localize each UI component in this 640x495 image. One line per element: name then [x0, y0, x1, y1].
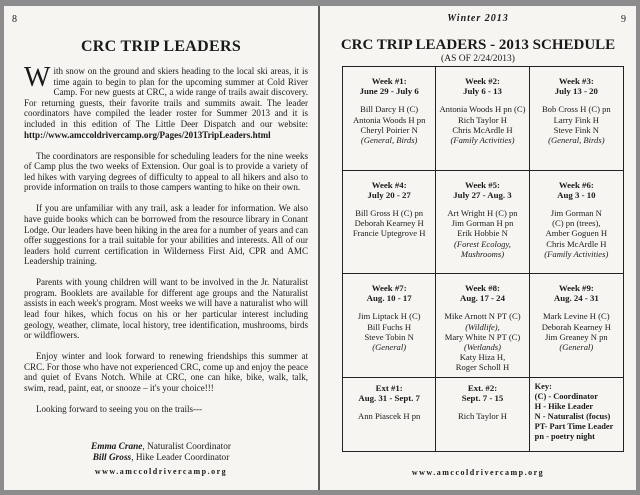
schedule-cell-week-5	[436, 171, 529, 275]
week-label: Week #5:	[465, 179, 500, 190]
key-line: N - Naturalist (focus)	[534, 411, 611, 421]
leader-line: Jim Gorman H pn	[451, 218, 514, 229]
leader-line: Bob Cross H (C) pn	[541, 104, 611, 115]
leader-line: Steve Fink N	[553, 124, 599, 135]
paragraph-6: Looking forward to seeing you on the trails---	[36, 403, 203, 414]
week-dates: Sept. 7 - 15	[461, 392, 504, 403]
leader-line: Jim Gorman N	[550, 207, 602, 218]
leader-line: Mike Arnott N PT (C)	[444, 311, 521, 322]
schedule-cell-week-2	[436, 67, 529, 171]
article-body	[24, 62, 308, 425]
schedule-cell-week-8	[436, 274, 529, 378]
week-label: Week #9:	[558, 283, 594, 294]
week-dates: Aug 3 - 10	[557, 189, 596, 200]
week-label: Week #1:	[371, 76, 407, 86]
right-page	[320, 6, 636, 490]
leader-line: Deborah Kearney H	[354, 218, 424, 229]
week-dates: Aug. 17 - 24	[460, 293, 505, 304]
week-dates: July 13 - 20	[554, 86, 598, 97]
signature-hike-leader-role: , Hike Leader Coordinator	[131, 453, 230, 463]
trip-leaders-url[interactable]: http://www.amccoldrivercamp.org/Pages/2013TripLeaders.html	[24, 129, 271, 140]
week-label: Week #7:	[371, 283, 407, 294]
running-head: Winter 2013	[447, 13, 509, 24]
leader-line: Bill Darcy H (C)	[360, 104, 419, 115]
week-label: Week #4:	[371, 179, 407, 190]
leader-line: Antonia Woods H pn	[352, 114, 426, 125]
leader-line: Jim Greaney N pn	[544, 331, 608, 342]
week-dates: Aug. 10 - 17	[366, 293, 412, 304]
footer-url-left[interactable]: www.amccoldrivercamp.org	[94, 467, 228, 476]
schedule-cell-week-3	[530, 67, 623, 171]
key-line: PT- Part Time Leader	[534, 421, 614, 431]
leader-line: Ann Piascek H pn	[358, 410, 421, 421]
paragraph-4: Parents with young children will want to be involved in the Jr. Naturalist program. Booklets are available for different age groups and the Naturalist assists in each week's program. Most weeks we will have a naturalist who will lead four hikes, which focus on his or her particular interest including geology, weather, climate, local history, tree identification, mushrooms, birds or wildflowers.	[24, 277, 308, 341]
leader-line: Amber Goguen H	[545, 228, 608, 239]
leader-line: Antonia Woods H pn (C)	[439, 104, 526, 115]
schedule-cell-week-4	[343, 171, 436, 275]
week-dates: July 20 - 27	[367, 189, 411, 200]
leader-line: Rich Taylor H	[458, 114, 507, 125]
leader-line: (Wildlife),	[465, 321, 500, 332]
drop-cap: W	[24, 62, 51, 93]
leader-line: Chris McArdle H	[452, 124, 513, 135]
signature-hike-leader-name: Bill Gross	[92, 453, 132, 463]
leader-line: Bill Fuchs H	[367, 321, 412, 332]
leader-line: Katy Hiza H,	[459, 352, 506, 363]
week-dates: Aug. 31 - Sept. 7	[358, 392, 420, 403]
schedule-cell-ext-1	[343, 378, 436, 451]
leader-line: Deborah Kearney H	[541, 321, 611, 332]
signature-hike-leader	[4, 453, 318, 464]
leader-line: Larry Fink H	[553, 114, 599, 125]
leader-line: Erik Hobbie N	[457, 228, 508, 239]
signature-naturalist-role: , Naturalist Coordinator	[142, 442, 231, 452]
paragraph-2: The coordinators are responsible for scheduling leaders for the nine weeks of Camp plus the two weeks of Extension. Our goal is to provide a variety of led hikes with varying degrees of difficulty to appeal to all hikers and also to provide information on trails to those campers wanting to hike on their own.	[24, 150, 308, 193]
paragraph-5: Enjoy winter and look forward to renewing friendships this summer at CRC. For those who have not experienced CRC, come up and enjoy the peace and quiet of Evans Notch. While at CRC, one can hike, bike, walk, talk, swim, read, paint, eat, or snooze – it's your choice!!!	[24, 351, 308, 393]
key-line: H - Hike Leader	[534, 401, 594, 411]
page-number-right: 9	[621, 14, 626, 25]
signature-naturalist-name: Emma Crane	[91, 442, 143, 452]
signature-naturalist	[4, 442, 318, 453]
week-dates: June 29 - July 6	[359, 86, 419, 97]
week-focus: (Family Activities)	[544, 248, 609, 259]
week-focus: (Family Activities)	[450, 135, 515, 146]
legend-key	[530, 378, 623, 451]
week-dates: July 6 - 13	[463, 86, 502, 97]
week-focus: (General)	[372, 342, 407, 353]
key-line: pn - poetry night	[534, 431, 595, 441]
week-label: Ext. #2:	[467, 382, 498, 393]
leader-line: Rich Taylor H	[458, 410, 507, 421]
week-focus: (General, Birds)	[360, 135, 418, 146]
key-line: (C) - Coordinator	[534, 391, 598, 401]
leader-line: Roger Scholl H	[455, 362, 510, 373]
leader-line: Mary White N PT (C)	[444, 331, 521, 342]
week-dates: Aug. 24 - 31	[553, 293, 599, 304]
paragraph-3: If you are unfamiliar with any trail, ask a leader for information. We also have guide books which can be borrowed from the resource library in Conant Lodge. Our leaders have been hiking in the area for a number of years and can offer suggestions for a trail suitable for your abilities and interests. All of our leaders hold current certification in Wilderness First Aid, CPR and AMC Leadership training.	[24, 203, 308, 267]
week-label: Week #3:	[558, 76, 594, 86]
week-focus: (Forest Ecology, Mushrooms)	[454, 238, 511, 259]
paragraph-1	[24, 62, 308, 140]
page-title-right: CRC TRIP LEADERS - 2013 SCHEDULE	[340, 37, 616, 53]
leader-line: Steve Tobin N	[364, 331, 414, 342]
week-dates: July 27 - Aug. 3	[453, 189, 512, 200]
leader-line: Art Wright H (C) pn	[447, 207, 518, 218]
week-label: Ext #1:	[375, 382, 403, 393]
footer-url-right[interactable]: www.amccoldrivercamp.org	[411, 468, 545, 477]
leader-line: Mark Levine H (C)	[543, 311, 610, 322]
leader-line: Jim Liptack H (C)	[357, 311, 421, 322]
schedule-cell-week-7	[343, 274, 436, 378]
page-number-left: 8	[12, 14, 17, 25]
as-of-date: (AS OF 2/24/2013)	[441, 54, 515, 64]
leader-line: (Wetlands)	[464, 342, 501, 353]
schedule-cell-week-9	[530, 274, 623, 378]
leader-line: (C) pn (trees),	[552, 218, 601, 229]
leader-line: Cheryl Poirier N	[360, 124, 418, 135]
leader-line: Francie Uptegrove H	[352, 228, 426, 239]
schedule-cell-week-1	[343, 67, 436, 171]
schedule-cell-week-6	[530, 171, 623, 275]
week-focus: (General, Birds)	[548, 135, 605, 146]
week-focus: (General)	[559, 342, 594, 353]
week-label: Week #2:	[465, 76, 500, 86]
paragraph-1-text: ith snow on the ground and skiers heading to the local ski areas, it is time again to begin to plan for the upcoming summer at Cold River Camp. For new guests at CRC, a wide range of trails await discovery. For returning guests, their favorite trails and summits await. The leader coordinators have compiled the leader roster for Summer 2013 and it is included in this edition of The Little Deer Dispatch and our website:	[24, 66, 308, 129]
leader-line: Bill Gross H (C) pn	[355, 207, 424, 218]
week-label: Week #6:	[558, 179, 594, 190]
left-page	[4, 6, 318, 490]
week-label: Week #8:	[465, 283, 500, 294]
leader-line: Chris McArdle H	[546, 238, 607, 249]
schedule-cell-ext-2	[436, 378, 529, 451]
key-title: Key:	[534, 381, 552, 391]
page-title-left: CRC TRIP LEADERS	[80, 38, 242, 55]
schedule-grid	[342, 66, 624, 452]
